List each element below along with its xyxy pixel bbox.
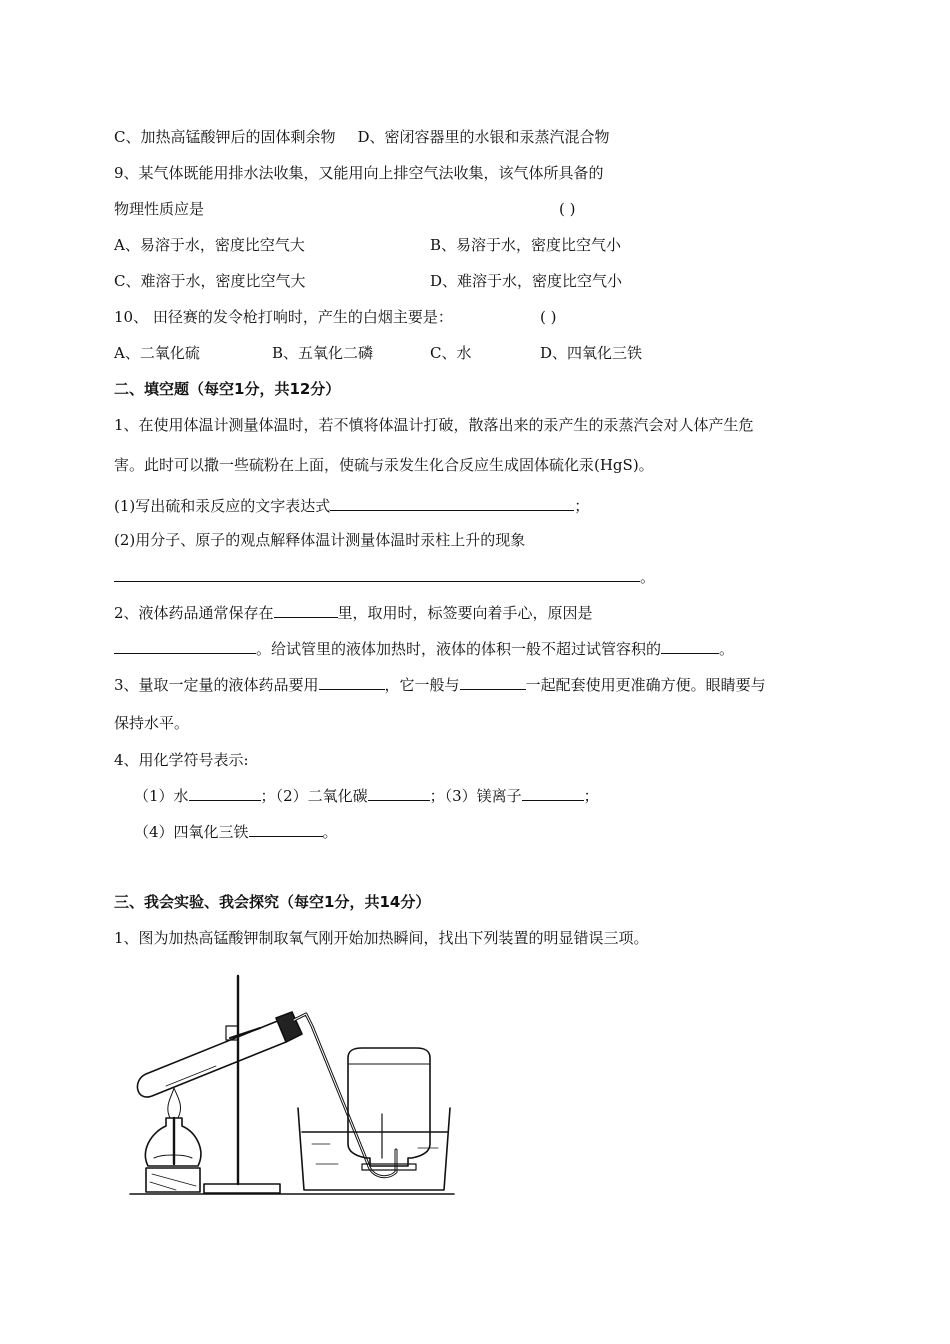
s2-q3-part1: 3、量取一定量的液体药品要用 (114, 676, 319, 694)
s2-q2-line2 (114, 638, 734, 659)
test-tube (137, 1012, 302, 1097)
test-tube-body (137, 1020, 286, 1097)
section2-heading: 二、填空题（每空1分，共12分） (114, 380, 341, 398)
s2-q1-line1: 1、在使用体温计测量体温时，若不慎将体温计打破，散落出来的汞产生的汞蒸汽会对人体产生危 (114, 416, 754, 434)
alcohol-lamp (145, 1088, 200, 1192)
s2-q2-part3: 。给试管里的液体加热时，液体的体积一般不超过试管容积的 (256, 640, 662, 658)
s2-q2-part1: 2、液体药品通常保存在 (114, 604, 274, 622)
q9-answer-paren: ( ) (559, 200, 576, 218)
stand-base (204, 1184, 280, 1193)
s2-q1-sub2-end: 。 (640, 568, 656, 586)
s2-q1-sub2: (2)用分子、原子的观点解释体温计测量体温时汞柱上升的现象 (114, 531, 526, 549)
water-trough (298, 1108, 450, 1190)
q10-stem: 10、 田径赛的发令枪打响时，产生的白烟主要是： (114, 308, 453, 326)
s2-q1-sub2-blank[interactable] (114, 566, 640, 582)
s2-q1-sub1-end: ； (574, 497, 590, 515)
q9-stem-text: 物理性质应是 (114, 200, 205, 218)
s2-q4-sep1: ； (260, 787, 276, 805)
s2-q4-sep2: ； (429, 787, 445, 805)
s2-q4-row2 (134, 821, 338, 842)
q10-answer-paren: ( ) (540, 308, 557, 326)
s2-q4-blank2[interactable] (368, 785, 430, 801)
s2-q2-blank2[interactable] (114, 638, 256, 654)
s2-q4-blank1[interactable] (189, 785, 261, 801)
trough-body (298, 1108, 450, 1190)
q9-stem-line1: 9、某气体既能用排水法收集，又能用向上排空气法收集，该气体所具备的 (114, 164, 604, 182)
q9-stem-line2 (114, 199, 204, 219)
s2-q2-blank1[interactable] (274, 602, 338, 618)
s2-q1-sub1-text: (1)写出硫和汞反应的文字表达式 (114, 497, 331, 515)
s2-q4-sep3: ； (583, 787, 599, 805)
s2-q2-part2: 里，取用时，标签要向着手心，原因是 (337, 604, 593, 622)
s2-q1-sub2-answer (114, 566, 655, 587)
q8-options (114, 127, 610, 147)
s2-q1-sub1-blank[interactable] (330, 495, 574, 511)
gas-collection-bottle (348, 1048, 430, 1170)
iron-stand (204, 976, 280, 1193)
s2-q4-blank3[interactable] (522, 785, 584, 801)
s2-q3-part2: ，它一般与 (384, 676, 460, 694)
s2-q4-item2: （2）二氧化碳 (275, 787, 368, 805)
q10-option-c: C、水 (430, 344, 472, 362)
q9-option-d: D、难溶于水，密度比空气小 (430, 272, 623, 290)
s2-q4-item4: （4）四氧化三铁 (134, 823, 249, 841)
s2-q3-part3: 一起配套使用更准确方便。眼睛要与 (525, 676, 766, 694)
s2-q2-blank3[interactable] (661, 638, 719, 654)
s2-q4-end: 。 (322, 823, 338, 841)
s2-q2-line1 (114, 602, 593, 623)
s2-q4-row1 (134, 785, 599, 806)
s3-q1-stem: 1、图为加热高锰酸钾制取氧气刚开始加热瞬间，找出下列装置的明显错误三项。 (114, 929, 649, 947)
q8-option-d: D、密闭容器里的水银和汞蒸汽混合物 (357, 128, 610, 146)
s2-q3-line2: 保持水平。 (114, 714, 190, 732)
s2-q3-blank2[interactable] (460, 674, 526, 690)
q10-option-a: A、二氧化硫 (114, 344, 200, 362)
q8-option-c: C、加热高锰酸钾后的固体剩余物 (114, 128, 336, 146)
delivery-tube (294, 1014, 396, 1177)
s2-q1-line2: 害。此时可以撒一些硫粉在上面，使硫与汞发生化合反应生成固体硫化汞(HgS)。 (114, 456, 654, 474)
oxygen-apparatus-diagram (126, 968, 458, 1202)
s2-q3-blank1[interactable] (319, 674, 385, 690)
q10-option-d: D、四氧化三铁 (540, 344, 643, 362)
q9-option-c: C、难溶于水，密度比空气大 (114, 272, 306, 290)
s2-q1-sub1 (114, 495, 589, 516)
q9-option-a: A、易溶于水，密度比空气大 (114, 236, 305, 254)
s2-q4-item1: （1）水 (134, 787, 189, 805)
q9-option-b: B、易溶于水，密度比空气小 (430, 236, 622, 254)
s2-q4-blank4[interactable] (249, 821, 323, 837)
section3-heading: 三、我会实验、我会探究（每空1分，共14分） (114, 893, 431, 911)
q10-option-b: B、五氧化二磷 (272, 344, 374, 362)
s2-q3-line1 (114, 674, 766, 695)
flame (168, 1088, 181, 1118)
s2-q4-stem: 4、用化学符号表示: (114, 751, 249, 769)
s2-q4-item3: （3）镁离子 (444, 787, 522, 805)
s2-q2-part4: 。 (719, 640, 735, 658)
